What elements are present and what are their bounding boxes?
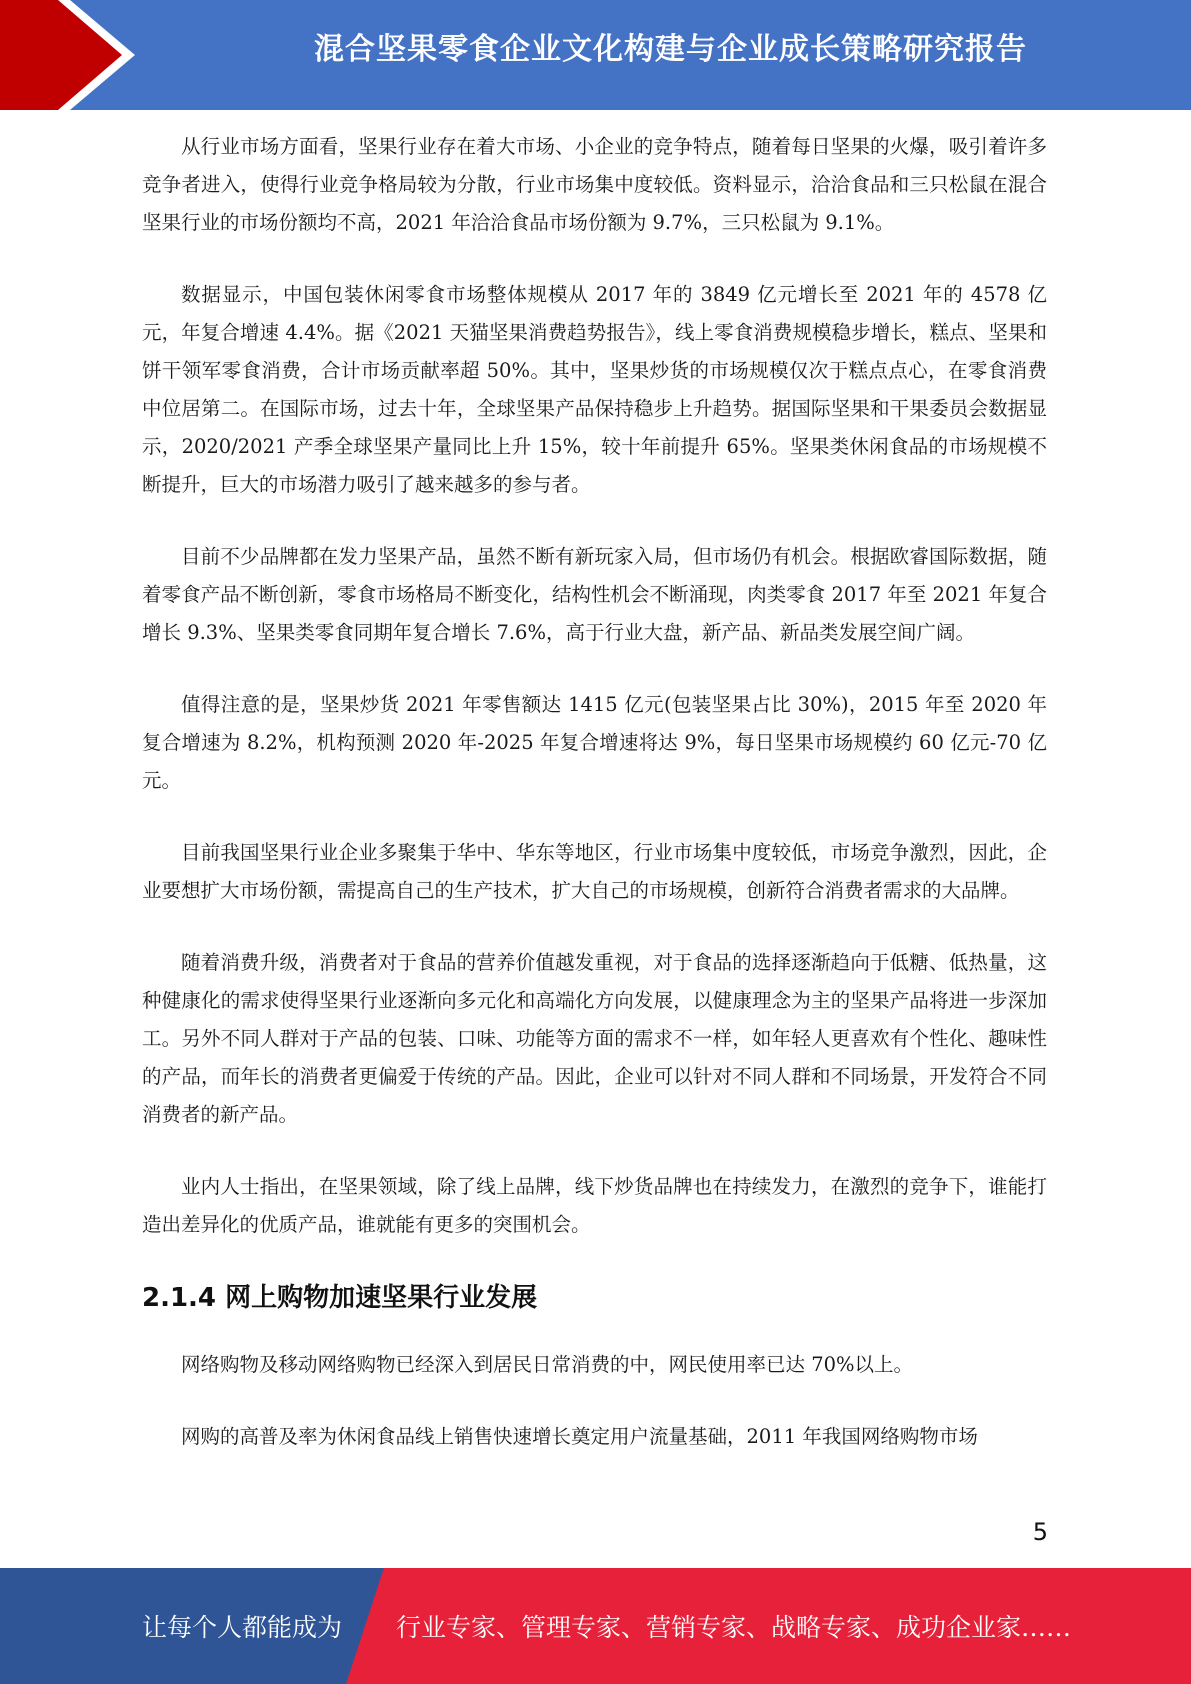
- paragraph: 随着消费升级，消费者对于食品的营养价值越发重视，对于食品的选择逐渐趋向于低糖、低热量，这种健康化的需求使得坚果行业逐渐向多元化和高端化方向发展，以健康理念为主的坚果产品将进一步深加工。另外不同人群对于产品的包装、口味、功能等方面的需求不一样，如年轻人更喜欢有个性化、趣味性的产品，而年长的消费者更偏爱于传统的产品。因此，企业可以针对不同人群和不同场景，开发符合不同消费者的新产品。: [142, 951, 1047, 1126]
- paragraph: 值得注意的是，坚果炒货 2021 年零售额达 1415 亿元(包装坚果占比 30%)，2015 年至 2020 年复合增速为 8.2%，机构预测 2020 年-2025 年复合增速将达 9%，每日坚果市场规模约 60 亿元-70 亿元。: [142, 693, 1047, 792]
- footer-slogan-left: 让每个人都能成为: [142, 1613, 343, 1642]
- header-chevron-decoration: [0, 0, 160, 110]
- paragraph: 网购的高普及率为休闲食品线上销售快速增长奠定用户流量基础，2011 年我国网络购物市场: [181, 1425, 978, 1448]
- paragraph: 目前我国坚果行业企业多聚集于华中、华东等地区，行业市场集中度较低，市场竞争激烈，因此，企业要想扩大市场份额，需提高自己的生产技术，扩大自己的市场规模，创新符合消费者需求的大品牌。: [142, 841, 1047, 902]
- report-title: 混合坚果零食企业文化构建与企业成长策略研究报告: [314, 32, 1027, 67]
- paragraph: 业内人士指出，在坚果领域，除了线上品牌，线下炒货品牌也在持续发力，在激烈的竞争下，谁能打造出差异化的优质产品，谁就能有更多的突围机会。: [142, 1175, 1047, 1236]
- paragraph: 数据显示，中国包装休闲零食市场整体规模从 2017 年的 3849 亿元增长至 2021 年的 4578 亿元，年复合增速 4.4%。据《2021 天猫坚果消费趋势报告》，线上零食消费规模稳步增长，糕点、坚果和饼干领军零食消费，合计市场贡献率超 50%。其中，坚果炒货的市场规模仅次于糕点点心，在零食消费中位居第二。在国际市场，过去十年，全球坚果产品保持稳步上升趋势。据国际坚果和干果委员会数据显示，2020/2021 产季全球坚果产量同比上升 15%，较十年前提升 65%。坚果类休闲食品的市场规模不断提升，巨大的市场潜力吸引了越来越多的参与者。: [142, 283, 1047, 496]
- section-heading: 2.1.4 网上购物加速坚果行业发展: [142, 1283, 538, 1313]
- paragraph: 目前不少品牌都在发力坚果产品，虽然不断有新玩家入局，但市场仍有机会。根据欧睿国际数据，随着零食产品不断创新，零食市场格局不断变化，结构性机会不断涌现，肉类零食 2017 年至 2021 年复合增长 9.3%、坚果类零食同期年复合增长 7.6%，高于行业大盘，新产品、新品类发展空间广阔。: [142, 545, 1047, 644]
- page-number: 5: [1032, 1518, 1048, 1546]
- document-body: [142, 128, 1047, 1490]
- paragraph: 从行业市场方面看，坚果行业存在着大市场、小企业的竞争特点，随着每日坚果的火爆，吸引着许多竞争者进入，使得行业竞争格局较为分散，行业市场集中度较低。资料显示，洽洽食品和三只松鼠在混合坚果行业的市场份额均不高，2021 年洽洽食品市场份额为 9.7%，三只松鼠为 9.1%。: [142, 135, 1047, 234]
- page-header: [0, 0, 1191, 110]
- page-footer: [0, 1568, 1191, 1684]
- paragraph: 网络购物及移动网络购物已经深入到居民日常消费的中，网民使用率已达 70%以上。: [181, 1353, 914, 1376]
- footer-slogan-right: 行业专家、管理专家、营销专家、战略专家、成功企业家……: [396, 1613, 1072, 1642]
